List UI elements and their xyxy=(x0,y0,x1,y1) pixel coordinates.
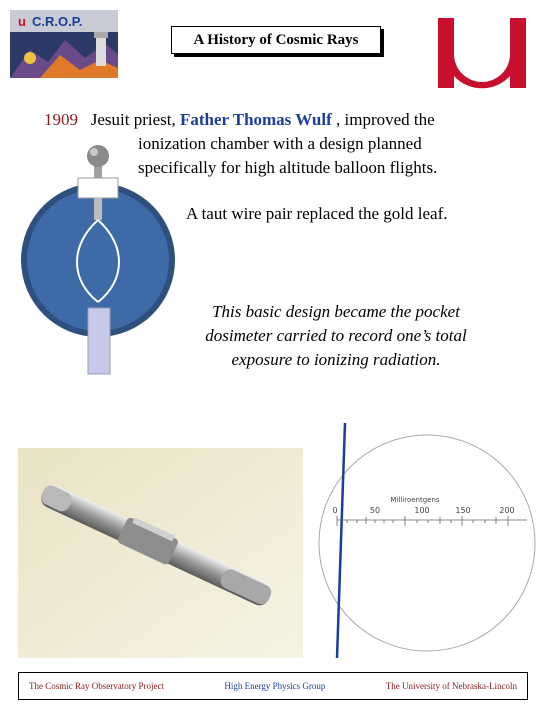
nebraska-logo xyxy=(432,10,532,92)
wire-pair-note: A taut wire pair replaced the gold leaf. xyxy=(186,204,448,223)
dial-tick-0: 0 xyxy=(332,506,338,515)
intro-text: Jesuit priest, xyxy=(90,110,176,129)
dial-tick-50: 50 xyxy=(369,506,381,515)
dial-tick-200: 200 xyxy=(499,506,515,515)
logo-left-text: C.R.O.P. xyxy=(32,14,83,29)
line1-rest: , improved the xyxy=(336,110,435,129)
page-title-box xyxy=(171,26,381,54)
paragraph-line-1 xyxy=(44,108,514,132)
paragraph-line-2: ionization chamber with a design planned xyxy=(138,134,422,153)
footer-bar xyxy=(18,672,528,700)
footer-project: The Cosmic Ray Observatory Project xyxy=(29,681,164,691)
pocket-dosimeter-photo xyxy=(18,448,303,658)
year: 1909 xyxy=(44,110,78,129)
crop-logo xyxy=(10,10,118,78)
dosimeter-note: This basic design became the pocket dosimeter carried to record one’s total exposure to ionizing radiation. xyxy=(205,302,467,369)
svg-text:u: u xyxy=(18,14,26,29)
dial-label: Milliroentgens xyxy=(390,496,440,504)
ionization-chamber-diagram xyxy=(18,140,188,380)
footer-group: High Energy Physics Group xyxy=(224,681,326,691)
dial-tick-100: 100 xyxy=(414,506,430,515)
person-name: Father Thomas Wulf xyxy=(180,110,332,129)
paragraph-line-3: specifically for high altitude balloon flights. xyxy=(138,158,438,177)
footer-university: The University of Nebraska-Lincoln xyxy=(385,681,517,691)
dial-tick-150: 150 xyxy=(455,506,471,515)
page-title: A History of Cosmic Rays xyxy=(193,31,359,48)
dosimeter-dial xyxy=(305,418,537,668)
